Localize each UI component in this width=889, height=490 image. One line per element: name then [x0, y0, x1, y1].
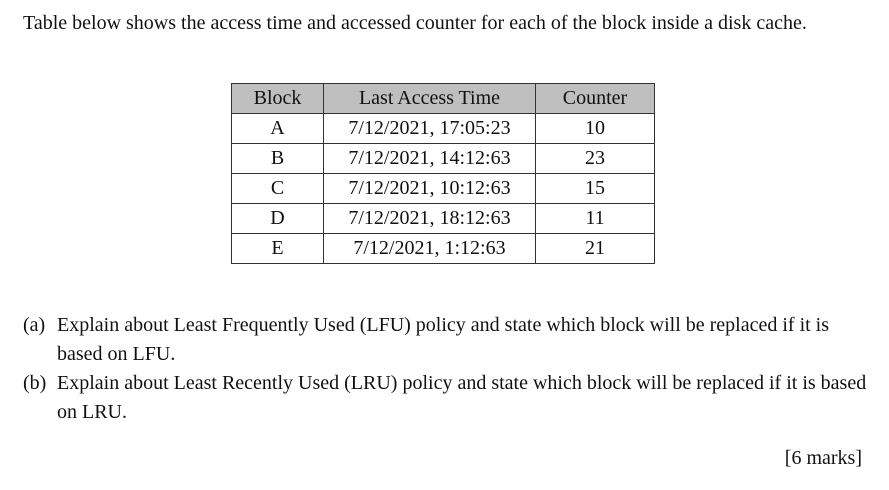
cell-counter: 23 — [536, 144, 655, 174]
cell-time: 7/12/2021, 14:12:63 — [324, 144, 536, 174]
question-a — [23, 311, 873, 369]
cell-block: D — [232, 204, 324, 234]
cell-time: 7/12/2021, 10:12:63 — [324, 174, 536, 204]
cell-block: B — [232, 144, 324, 174]
question-b — [23, 369, 873, 427]
cell-block: A — [232, 114, 324, 144]
cell-counter: 11 — [536, 204, 655, 234]
header-counter: Counter — [536, 84, 655, 114]
intro-paragraph: Table below shows the access time and accessed counter for each of the block inside a disk cache. — [23, 12, 807, 34]
question-text: Explain about Least Frequently Used (LFU) policy and state which block will be replaced if it is based on LFU. — [57, 314, 830, 365]
header-block: Block — [232, 84, 324, 114]
cell-time: 7/12/2021, 17:05:23 — [324, 114, 536, 144]
question-list — [23, 311, 873, 427]
table-row — [232, 204, 655, 234]
question-label: (b) — [23, 372, 47, 394]
table-row — [232, 114, 655, 144]
cell-counter: 10 — [536, 114, 655, 144]
question-text: Explain about Least Recently Used (LRU) policy and state which block will be replaced if it is based on LRU. — [57, 372, 867, 423]
cell-counter: 15 — [536, 174, 655, 204]
table-header-row — [232, 84, 655, 114]
cell-block: E — [232, 234, 324, 264]
header-last-access-time: Last Access Time — [324, 84, 536, 114]
cell-counter: 21 — [536, 234, 655, 264]
question-label: (a) — [23, 314, 46, 336]
cache-table — [231, 83, 655, 264]
table-row — [232, 234, 655, 264]
table-row — [232, 144, 655, 174]
table-row — [232, 174, 655, 204]
cell-block: C — [232, 174, 324, 204]
cell-time: 7/12/2021, 1:12:63 — [324, 234, 536, 264]
marks-label: [6 marks] — [784, 447, 862, 469]
cell-time: 7/12/2021, 18:12:63 — [324, 204, 536, 234]
